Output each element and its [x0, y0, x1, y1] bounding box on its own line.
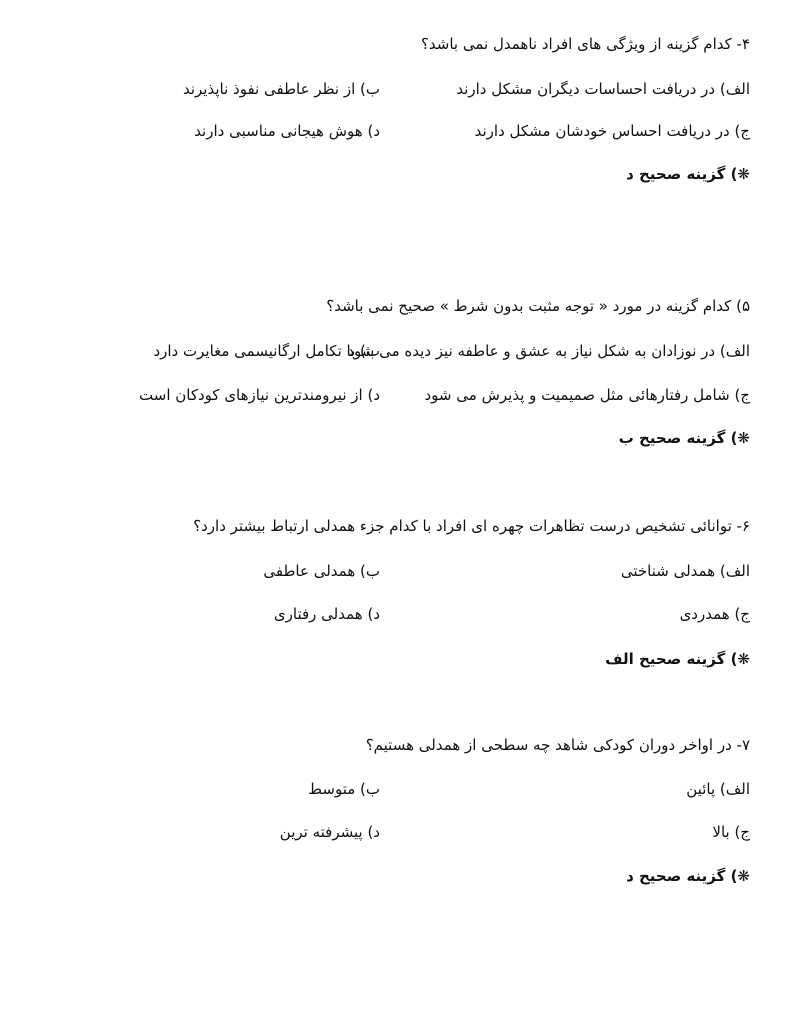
question-6-option-d: د) همدلی رفتاری	[273, 605, 380, 623]
question-4-answer: ❋) گزینه صحیح د	[626, 165, 750, 183]
question-4-option-c: ج) در دریافت احساس خودشان مشکل دارند	[474, 122, 750, 140]
question-4-option-b: ب) از نظر عاطفی نفوذ ناپذیرند	[182, 80, 380, 98]
question-5-option-d: د) از نیرومندترین نیازهای کودکان است	[139, 386, 380, 404]
question-7-option-c: ج) بالا	[712, 823, 750, 841]
question-7-option-b: ب) متوسط	[308, 780, 380, 798]
question-4-text: ۴- کدام گزینه از ویژگی های افراد ناهمدل نمی باشد؟	[420, 35, 750, 53]
question-4-option-a: الف) در دریافت احساسات دیگران مشکل دارند	[456, 80, 750, 98]
question-6-option-c: ج) همدردی	[679, 605, 750, 623]
question-6-text: ۶- توانائی تشخیص درست تظاهرات چهره ای افراد با کدام جزء همدلی ارتباط بیشتر دارد؟	[193, 517, 750, 535]
question-5-text: ۵) کدام گزینه در مورد « توجه مثبت بدون شرط » صحیح نمی باشد؟	[326, 297, 750, 315]
question-7-option-d: د) پیشرفته ترین	[279, 823, 380, 841]
question-7-answer: ❋) گزینه صحیح د	[626, 867, 750, 885]
question-5-answer: ❋) گزینه صحیح ب	[618, 429, 750, 447]
question-5-option-b: ب) با تکامل ارگانیسمی مغایرت دارد	[153, 342, 380, 360]
question-6-option-b: ب) همدلی عاطفی	[263, 562, 380, 580]
question-6-answer: ❋) گزینه صحیح الف	[605, 650, 750, 668]
question-4-option-d: د) هوش هیجانی مناسبی دارند	[194, 122, 380, 140]
question-7-text: ۷- در اواخر دوران کودکی شاهد چه سطحی از همدلی هستیم؟	[365, 736, 750, 754]
question-7-option-a: الف) پائین	[686, 780, 750, 798]
question-5-option-a: الف) در نوزادان به شکل نیاز به عشق و عاطفه نیز دیده می شود	[347, 342, 750, 360]
question-6-option-a: الف) همدلی شناختی	[620, 562, 750, 580]
question-5-option-c: ج) شامل رفتارهائی مثل صمیمیت و پذیرش می شود	[424, 386, 750, 404]
